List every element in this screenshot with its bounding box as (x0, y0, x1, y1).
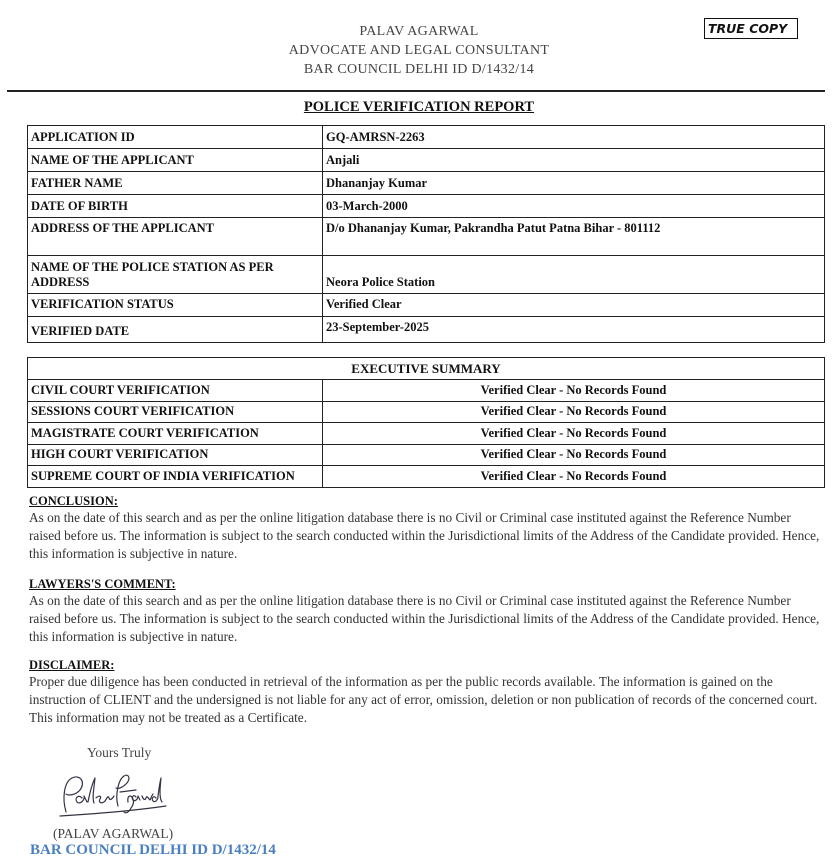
table-row (28, 423, 825, 445)
applicant-name-label: NAME OF THE APPLICANT (28, 149, 323, 172)
court-result: Verified Clear - No Records Found (323, 401, 825, 423)
disclaimer-section (29, 657, 821, 727)
table-row (28, 294, 825, 317)
table-row (28, 401, 825, 423)
verification-status-label: VERIFICATION STATUS (28, 294, 323, 317)
court-label: CIVIL COURT VERIFICATION (28, 380, 323, 402)
application-id-label: APPLICATION ID (28, 126, 323, 149)
lawyers-comment-heading: LAWYERS'S COMMENT: (29, 577, 176, 591)
conclusion-text: As on the date of this search and as per the online litigation database there is no Civil or Criminal case instituted against the Reference Number raised before us. The information is subject to the search conducted within the Jurisdictional limits of the Address of the Candidate provided. Hence, this information is subjective in nature. (29, 510, 820, 561)
court-result: Verified Clear - No Records Found (323, 466, 825, 488)
address-label: ADDRESS OF THE APPLICANT (28, 218, 323, 256)
advocate-bar-id: BAR COUNCIL DELHI ID D/1432/14 (303, 62, 535, 77)
closing-salutation: Yours Truly (87, 745, 152, 760)
applicant-name-value: Anjali (323, 149, 825, 172)
table-row (28, 195, 825, 218)
table-row (28, 317, 825, 343)
executive-summary-heading: EXECUTIVE SUMMARY (28, 358, 825, 380)
true-copy-stamp: TRUE COPY (704, 18, 798, 39)
applicant-details-table (27, 125, 825, 343)
lawyers-comment-text: As on the date of this search and as per the online litigation database there is no Civil or Criminal case instituted against the Reference Number raised before us. The information is subject to the search conducted within the Jurisdictional limits of the Address of the Candidate provided. Hence, this information is subjective in nature. (29, 593, 820, 644)
table-row (28, 466, 825, 488)
court-result: Verified Clear - No Records Found (323, 423, 825, 445)
court-label: HIGH COURT VERIFICATION (28, 444, 323, 466)
verified-date-label: VERIFIED DATE (28, 317, 323, 343)
table-row (28, 172, 825, 195)
dob-value: 03-March-2000 (323, 195, 825, 218)
disclaimer-text: Proper due diligence has been conducted in retrieval of the information as per the public records available. The information is gained on the instruction of CLIENT and the undersigned is not liable for any act of error, omission, deletion or non publication of records of the concerned court. This information may not be treated as a Certificate. (29, 674, 818, 725)
table-row (28, 358, 825, 380)
table-row (28, 149, 825, 172)
lawyers-comment-section (29, 576, 821, 646)
court-result: Verified Clear - No Records Found (323, 380, 825, 402)
disclaimer-heading: DISCLAIMER: (29, 658, 115, 672)
father-name-value: Dhananjay Kumar (323, 172, 825, 195)
advocate-name: PALAV AGARWAL (359, 24, 479, 39)
conclusion-heading: CONCLUSION: (29, 494, 118, 508)
advocate-designation: ADVOCATE AND LEGAL CONSULTANT (288, 43, 550, 58)
header-divider (7, 90, 825, 92)
table-row (28, 380, 825, 402)
court-label: MAGISTRATE COURT VERIFICATION (28, 423, 323, 445)
table-row (28, 444, 825, 466)
verified-date-value: 23-September-2025 (323, 317, 825, 343)
table-row (28, 218, 825, 256)
dob-label: DATE OF BIRTH (28, 195, 323, 218)
police-station-label: NAME OF THE POLICE STATION AS PER ADDRESS (28, 256, 323, 294)
address-value: D/o Dhananjay Kumar, Pakrandha Patut Patna Bihar - 801112 (323, 218, 825, 256)
court-label: SESSIONS COURT VERIFICATION (28, 401, 323, 423)
signatory-name: (PALAV AGARWAL) (53, 826, 174, 841)
verification-status-value: Verified Clear (323, 294, 825, 317)
application-id-value: GQ-AMRSN-2263 (323, 126, 825, 149)
father-name-label: FATHER NAME (28, 172, 323, 195)
conclusion-section (29, 493, 821, 563)
handwritten-signature (52, 768, 172, 823)
footer-bar-council-id: BAR COUNCIL DELHI ID D/1432/14 (30, 842, 276, 858)
police-station-value: Neora Police Station (323, 256, 825, 294)
court-label: SUPREME COURT OF INDIA VERIFICATION (28, 466, 323, 488)
report-title: POLICE VERIFICATION REPORT (303, 99, 535, 115)
table-row (28, 256, 825, 294)
table-row (28, 126, 825, 149)
court-result: Verified Clear - No Records Found (323, 444, 825, 466)
executive-summary-table (27, 357, 825, 488)
